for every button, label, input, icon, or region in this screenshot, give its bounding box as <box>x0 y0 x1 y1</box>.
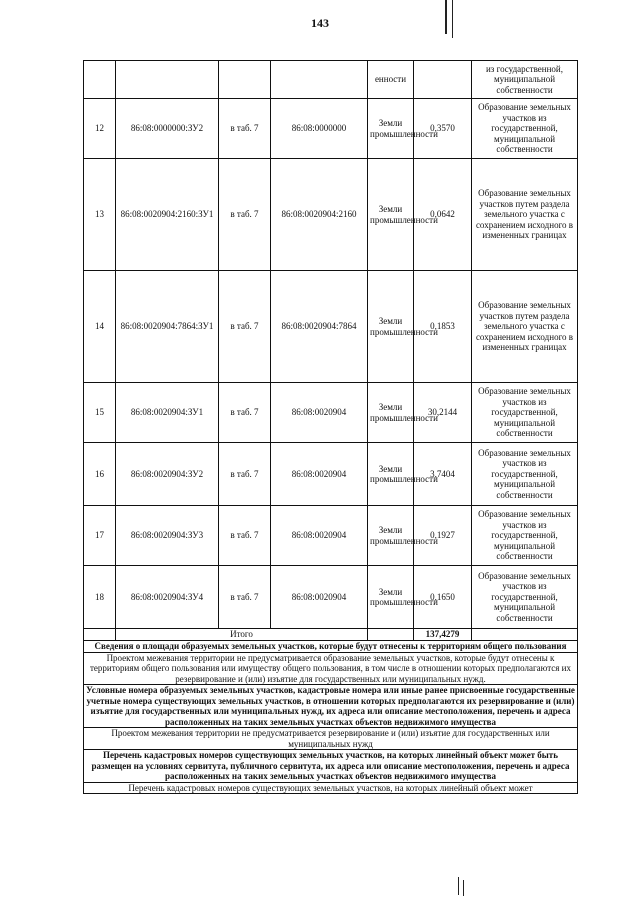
source-ref: в таб. 7 <box>219 271 271 383</box>
source-ref: в таб. 7 <box>219 506 271 566</box>
table-row <box>84 383 578 443</box>
section-text: Перечень кадастровых номеров существующих земельных участков, на которых линейный объект может <box>84 782 578 794</box>
formation-method: Образование земельных участков из государственной, муниципальной собственности <box>472 506 578 566</box>
land-category: Земли промышленности <box>368 566 414 629</box>
area: 0,3570 <box>414 99 472 159</box>
parent-plot: 86:08:0020904 <box>271 566 368 629</box>
area: 3,7404 <box>414 443 472 506</box>
source-ref: в таб. 7 <box>219 443 271 506</box>
scan-artifact <box>463 880 464 896</box>
cadastral-number: 86:08:0020904:7864:ЗУ1 <box>116 271 219 383</box>
row-number: 17 <box>84 506 116 566</box>
table-row <box>84 61 578 99</box>
source-ref: в таб. 7 <box>219 566 271 629</box>
cadastral-number <box>116 61 219 99</box>
section-heading-row <box>84 750 578 783</box>
formation-method: Образование земельных участков путем раздела земельного участка с сохранением исходного в измененных границах <box>472 159 578 271</box>
row-number: 12 <box>84 99 116 159</box>
area: 0,1650 <box>414 566 472 629</box>
row-number: 18 <box>84 566 116 629</box>
table-row <box>84 271 578 383</box>
area: 0,0642 <box>414 159 472 271</box>
land-plots-table <box>83 60 578 794</box>
scan-artifact <box>452 0 453 38</box>
parent-plot: 86:08:0020904:7864 <box>271 271 368 383</box>
cadastral-number: 86:08:0020904:ЗУ1 <box>116 383 219 443</box>
row-number <box>84 61 116 99</box>
table-row <box>84 506 578 566</box>
source-ref: в таб. 7 <box>219 99 271 159</box>
section-heading: Сведения о площади образуемых земельных участков, которые будут отнесены к территориям общего пользования <box>84 641 578 653</box>
source-ref: в таб. 7 <box>219 159 271 271</box>
table-row <box>84 99 578 159</box>
formation-method: Образование земельных участков из государственной, муниципальной собственности <box>472 99 578 159</box>
row-number: 15 <box>84 383 116 443</box>
land-category: Земли промышленности <box>368 443 414 506</box>
row-number: 13 <box>84 159 116 271</box>
empty-cell <box>368 629 414 641</box>
area: 0,1853 <box>414 271 472 383</box>
land-category: Земли промышленности <box>368 99 414 159</box>
empty-cell <box>84 629 116 641</box>
scan-artifact <box>445 0 447 34</box>
section-text-row <box>84 782 578 794</box>
formation-method: Образование земельных участков из государственной, муниципальной собственности <box>472 443 578 506</box>
formation-method: Образование земельных участков из государственной, муниципальной собственности <box>472 566 578 629</box>
land-category: Земли промышленности <box>368 159 414 271</box>
section-text: Проектом межевания территории не предусматривается резервирование и (или) изъятие для государственных или муниципальных нужд <box>84 728 578 750</box>
parent-plot: 86:08:0020904:2160 <box>271 159 368 271</box>
formation-method: Образование земельных участков из государственной, муниципальной собственности <box>472 383 578 443</box>
parent-plot <box>271 61 368 99</box>
section-text-row <box>84 728 578 750</box>
row-number: 14 <box>84 271 116 383</box>
cadastral-number: 86:08:0000000:ЗУ2 <box>116 99 219 159</box>
parent-plot: 86:08:0000000 <box>271 99 368 159</box>
cadastral-number: 86:08:0020904:2160:ЗУ1 <box>116 159 219 271</box>
row-number: 16 <box>84 443 116 506</box>
scan-artifact <box>458 877 459 895</box>
section-heading: Перечень кадастровых номеров существующих земельных участков, на которых линейный объект может быть размещен на условиях сервитута, публичного сервитута, их адреса или описание местоположения, перечень и адреса расположенных на таких земельных участках объектов недвижимого имущества <box>84 750 578 783</box>
total-row <box>84 629 578 641</box>
section-heading: Условные номера образуемых земельных участков, кадастровые номера или иные ранее присвоенные государственные учетные номера существующих земельных участков, в отношении которых предполагаются их резервирование и (или) изъятие для государственных или муниципальных нужд, их адреса или описание местоположения, перечень и адреса расположенных на таких земельных участках объектов недвижимого имущества <box>84 685 578 728</box>
table-row <box>84 159 578 271</box>
total-label: Итого <box>116 629 368 641</box>
table-row <box>84 443 578 506</box>
total-value: 137,4279 <box>414 629 472 641</box>
area: 0,1927 <box>414 506 472 566</box>
section-heading-row <box>84 685 578 728</box>
source-ref <box>219 61 271 99</box>
cadastral-number: 86:08:0020904:ЗУ4 <box>116 566 219 629</box>
formation-method: из государственной, муниципальной собственности <box>472 61 578 99</box>
section-heading-row <box>84 641 578 653</box>
parent-plot: 86:08:0020904 <box>271 383 368 443</box>
section-text: Проектом межевания территории не предусматривается образование земельных участков, которые будут отнесены к территориям общего пользования или имуществу общего пользования, в том числе в отношении которых предполагаются их резервирование и (или) изъятие для государственных или муниципальных нужд. <box>84 652 578 685</box>
parent-plot: 86:08:0020904 <box>271 443 368 506</box>
area: 30,2144 <box>414 383 472 443</box>
land-category: енности <box>368 61 414 99</box>
land-category: Земли промышленности <box>368 506 414 566</box>
land-category: Земли промышленности <box>368 383 414 443</box>
source-ref: в таб. 7 <box>219 383 271 443</box>
cadastral-number: 86:08:0020904:ЗУ2 <box>116 443 219 506</box>
cadastral-number: 86:08:0020904:ЗУ3 <box>116 506 219 566</box>
table-row <box>84 566 578 629</box>
parent-plot: 86:08:0020904 <box>271 506 368 566</box>
section-text-row <box>84 652 578 685</box>
area <box>414 61 472 99</box>
empty-cell <box>472 629 578 641</box>
page-number: 143 <box>311 16 329 30</box>
land-category: Земли промышленности <box>368 271 414 383</box>
formation-method: Образование земельных участков путем раздела земельного участка с сохранением исходного в измененных границах <box>472 271 578 383</box>
